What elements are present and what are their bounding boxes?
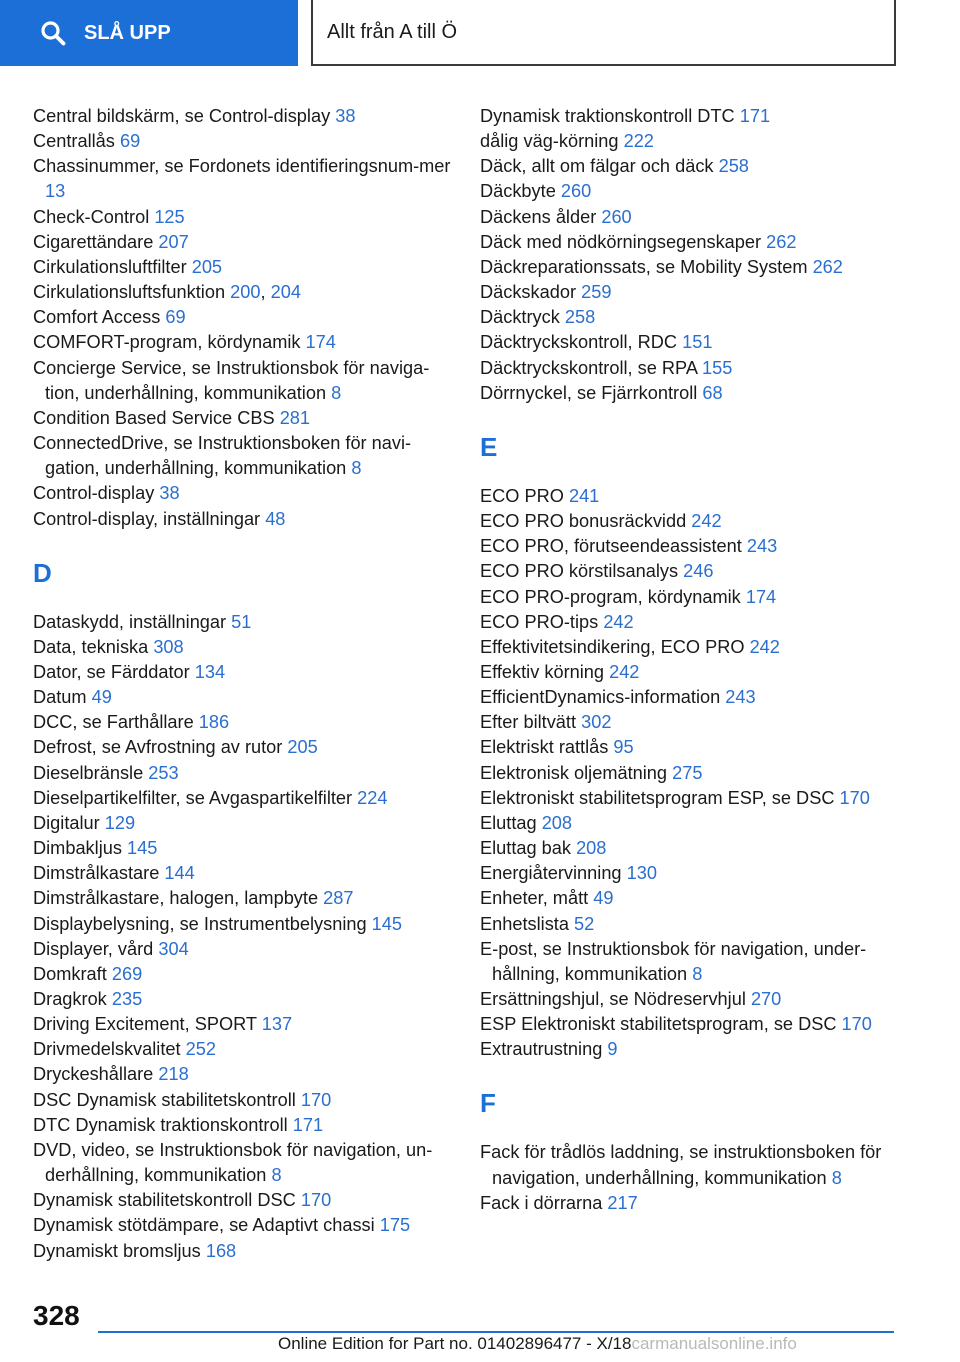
watermark-text: carmanualsonline.info [631,1334,797,1353]
page-reference-link[interactable]: 260 [560,181,592,202]
index-entry [480,886,900,911]
index-entry [480,811,900,836]
index-entry-text: Fack för trådlös laddning, se instruktionsboken för navigation, underhållning, kommunikation [480,1142,882,1188]
page-reference-link[interactable]: 270 [750,989,782,1009]
page-reference-link[interactable]: 253 [148,762,179,783]
page-reference-link[interactable]: 171 [292,1114,324,1135]
index-entry [33,912,463,937]
index-entry-text: Check-Control [33,206,150,227]
index-entry-text: E-post, se Instruktionsbok för navigation, under-hållning, kommunikation [480,938,867,984]
index-entry-text: Digitalur [33,812,100,833]
page-reference-link[interactable]: 218 [158,1064,189,1085]
index-entry-text: Displaybelysning, se Instrumentbelysning [33,913,367,934]
index-entry-text: Dimbakljus [33,838,122,859]
index-entry-text: Dynamisk stötdämpare, se Adaptivt chassi [33,1215,375,1236]
index-entry [33,154,463,204]
page-reference-link[interactable]: 186 [198,712,230,733]
index-entry [33,1239,463,1264]
section-spacer [480,462,900,484]
page-reference-link[interactable]: 208 [576,838,607,859]
index-entry [480,559,900,584]
index-entry-text: Dimstrålkastare [33,863,160,884]
page-reference-link[interactable]: 151 [682,332,713,353]
page-reference-link[interactable]: 129 [104,812,136,833]
page-reference-link[interactable]: 51 [231,611,252,632]
index-entry-text: Däckens ålder [480,206,597,227]
index-entry [33,205,463,230]
page-reference-link[interactable]: 137 [261,1014,293,1035]
index-entry-text: Eluttag [480,812,537,833]
index-entry-text: Effektiv körning [480,661,605,682]
index-entry [33,886,463,911]
index-entry [480,635,900,660]
index-entry [33,635,463,660]
page-reference-link[interactable]: 9 [607,1039,618,1060]
index-entry-text: Däcktryckskontroll, se RPA [480,357,697,378]
index-entry-text: Extrautrustning [480,1039,603,1060]
index-entry [480,1140,900,1190]
index-entry-text: DCC, se Farthållare [33,712,194,733]
index-entry [480,179,900,204]
index-entry [33,962,463,987]
page-reference-link[interactable]: 69 [119,131,141,152]
index-entry [480,154,900,179]
page-reference-link[interactable]: 68 [702,382,723,403]
page-reference-link[interactable]: 69 [165,307,186,328]
page-reference-link[interactable]: 243 [725,687,756,708]
page-reference-link[interactable]: 262 [766,231,797,252]
index-section-letter: D [33,557,52,588]
page-reference-link[interactable]: 242 [691,511,722,532]
edition-text: Online Edition for Part no. 01402896477 - X/18 [278,1334,632,1353]
index-entry-text: Däcktryck [480,307,560,328]
index-entry-text: DVD, video, se Instruktionsbok för navigation, un-derhållning, kommunikation [33,1139,433,1186]
index-entry [480,761,900,786]
index-entry [480,230,900,255]
index-entry-text: Concierge Service, se Instruktionsbok för naviga-tion, underhållning, kommunikation [33,357,430,403]
index-entry-text: ECO PRO bonusräckvidd [480,511,687,532]
index-entry-text: Däcktryckskontroll, RDC [480,332,678,353]
index-entry-text: EfficientDynamics-information [480,687,721,708]
page-reference-link[interactable]: 287 [323,888,354,909]
index-entry [480,280,900,305]
index-entry-text: Enhetslista [480,913,569,934]
index-entry [33,861,463,886]
page-reference-link[interactable]: 8 [831,1167,842,1188]
page-reference-link[interactable]: 302 [581,712,612,733]
index-entry [33,104,463,129]
footer-edition [278,1334,797,1354]
page-reference-link[interactable]: 252 [185,1039,216,1060]
index-entry-text: Datum [33,687,87,708]
index-entry [33,660,463,685]
index-entry [33,836,463,861]
index-entry [33,761,463,786]
page-reference-link[interactable]: 8 [331,382,342,403]
page-reference-link[interactable]: 208 [541,812,573,833]
index-entry-text: Domkraft [33,963,107,984]
index-entry-text: Fack i dörrarna [480,1192,603,1213]
page-reference-link[interactable]: 259 [581,282,612,303]
page-reference-link[interactable]: 235 [111,989,143,1009]
page-reference-link[interactable]: 48 [265,508,286,529]
index-entry-text: Effektivitetsindikering, ECO PRO [480,636,745,657]
index-entry-text: ConnectedDrive, se Instruktionsboken för navi-gation, underhållning, kommunikation [33,433,412,479]
section-spacer [33,588,463,610]
page-reference-link[interactable]: 242 [749,636,780,657]
index-entry-text: Cirkulationsluftsfunktion [33,282,226,303]
index-entry [480,710,900,735]
page-reference-link[interactable]: 205 [191,256,223,277]
index-entry [480,356,900,381]
page-reference-link[interactable]: 95 [613,737,634,758]
section-title: Allt från A till Ö [327,20,458,43]
page-reference-link[interactable]: 8 [271,1165,282,1186]
page-reference-link[interactable]: 217 [607,1192,638,1213]
index-entry-text: Däck, allt om fälgar och däck [480,156,714,177]
section-spacer [33,532,463,558]
index-entry [480,1012,900,1037]
index-entry [33,507,463,532]
index-entry-text: Central bildskärm, se Control-display [33,106,331,126]
index-entry-text: Data, tekniska [33,636,149,657]
index-entry [33,1113,463,1138]
page-reference-link[interactable]: 242 [603,611,634,632]
page-reference-link[interactable]: 38 [335,106,356,126]
index-entry-text: Driving Excitement, SPORT [33,1014,257,1035]
index-entry-text: Dryckeshållare [33,1064,154,1085]
page-reference-link[interactable]: 200 [230,282,261,303]
index-entry-text: Däckbyte [480,181,556,202]
index-entry [33,1012,463,1037]
index-entry-text: Control-display, inställningar [33,508,261,529]
index-entry-text: ECO PRO, förutseendeassistent [480,536,742,557]
index-entry-text: Dator, se Färddator [33,661,190,682]
index-entry [33,356,463,406]
index-column-left [33,104,463,1264]
search-icon [40,20,66,46]
index-entry-text: Ersättningshjul, se Nödreservhjul [480,989,746,1009]
index-column-right [480,104,900,1216]
index-entry [33,1213,463,1238]
section-spacer [480,406,900,432]
page-reference-link[interactable]: 207 [158,231,189,252]
page-reference-link[interactable]: 130 [626,863,657,884]
index-entry [33,305,463,330]
index-entry [33,710,463,735]
index-entry [33,1062,463,1087]
index-entry-text: Dimstrålkastare, halogen, lampbyte [33,888,319,909]
index-section-letter: E [480,431,498,462]
index-entry [480,987,900,1012]
page-reference-link[interactable]: 241 [568,485,600,506]
index-entry [480,381,900,406]
index-entry-text: Enheter, mått [480,888,589,909]
index-entry-text: Dieselbränsle [33,762,144,783]
page-reference-link[interactable]: 49 [593,888,614,909]
index-entry [33,406,463,431]
index-section-letter: F [480,1088,496,1119]
index-entry-text: Dynamisk traktionskontroll DTC [480,106,735,126]
page-reference-link[interactable]: 204 [270,282,301,303]
page-reference-link[interactable]: 304 [158,938,189,959]
index-entry [480,585,900,610]
index-entry-text: Displayer, vård [33,938,154,959]
index-entry [33,255,463,280]
index-entry [480,786,900,811]
index-entry-text: Cirkulationsluftfilter [33,256,187,277]
page-reference-link[interactable]: 174 [305,332,336,353]
index-entry-text: Dragkrok [33,989,107,1009]
index-entry-text: ECO PRO körstilsanalys [480,561,679,582]
index-entry [480,660,900,685]
index-entry [480,509,900,534]
index-entry [480,610,900,635]
index-entry [480,305,900,330]
index-entry [33,1138,463,1188]
index-entry-text: ECO PRO-tips [480,611,599,632]
page-reference-link[interactable]: 258 [564,307,596,328]
page-reference-link[interactable]: 222 [623,131,654,152]
index-entry-text: Drivmedelskvalitet [33,1039,181,1060]
search-tab[interactable] [0,0,298,66]
index-entry-text: Dieselpartikelfilter, se Avgaspartikelfilter [33,787,353,808]
index-entry [480,735,900,760]
index-entry [480,836,900,861]
index-entry [33,987,463,1012]
index-entry [33,481,463,506]
index-entry [480,685,900,710]
index-entry [33,786,463,811]
page-number: 328 [33,1300,80,1331]
index-entry-text: Control-display [33,483,155,504]
page-reference-link[interactable]: 8 [351,458,362,479]
index-entry-text: Chassinummer, se Fordonets identifieringsnum-mer [33,156,451,177]
index-entry-text: DTC Dynamisk traktionskontroll [33,1114,288,1135]
page-reference-link[interactable]: 243 [746,536,778,557]
index-entry [480,1037,900,1062]
page-reference-link[interactable]: 242 [609,661,640,682]
index-entry [33,230,463,255]
index-entry-text: ECO PRO [480,485,564,506]
page-reference-link[interactable]: 260 [601,206,632,227]
page-reference-link[interactable]: 170 [300,1190,332,1211]
page-reference-link[interactable]: 13 [45,181,66,202]
index-entry-text: Energiåtervinning [480,863,622,884]
page-reference-link[interactable]: 262 [812,256,843,277]
index-entry [480,255,900,280]
page-reference-link[interactable]: 170 [839,787,870,808]
page-reference-link[interactable]: 125 [154,206,185,227]
index-entry [33,610,463,635]
index-entry-text: Cigarettändare [33,231,154,252]
index-entry-text: Defrost, se Avfrostning av rutor [33,737,283,758]
section-title-box [311,0,896,66]
index-entry-text: ESP Elektroniskt stabilitetsprogram, se DSC [480,1014,837,1035]
index-entry [480,104,900,129]
page-reference-link[interactable]: 38 [159,483,180,504]
index-entry-text: Elektronisk oljemätning [480,762,668,783]
page-reference-link[interactable]: 49 [91,687,112,708]
index-entry [480,1191,900,1216]
page-reference-link[interactable]: 155 [702,357,733,378]
index-entry-text: Däck med nödkörningsegenskaper [480,231,762,252]
page-reference-link[interactable]: 52 [574,913,595,934]
index-entry-text: COMFORT-program, kördynamik [33,332,301,353]
page-reference-link[interactable]: 275 [672,762,703,783]
index-entry [33,811,463,836]
index-entry-text: Efter biltvätt [480,712,577,733]
index-entry-text: Condition Based Service CBS [33,407,275,428]
index-entry [480,912,900,937]
index-entry [33,1037,463,1062]
index-entry [33,685,463,710]
index-entry-text: Eluttag bak [480,838,571,859]
page-reference-link[interactable]: 224 [357,787,388,808]
page-reference-link[interactable]: 8 [692,963,703,984]
index-entry: Cirkulationsluftsfunktion 200, 204 [33,282,301,303]
index-entry-text: Centrallås [33,131,115,152]
index-entry-text: Elektriskt rattlås [480,737,609,758]
index-entry-text: Comfort Access [33,307,161,328]
index-entry [480,129,900,154]
index-entry [33,937,463,962]
section-spacer [480,1062,900,1088]
page-reference-link[interactable]: 171 [739,106,771,126]
index-entry [480,937,900,987]
index-entry-text: Däckskador [480,282,577,303]
page-reference-link[interactable]: 269 [111,963,143,984]
index-entry [33,431,463,481]
search-label: SLÅ UPP [84,21,171,44]
index-entry [480,861,900,886]
index-entry [33,129,463,154]
index-entry-text: Dataskydd, inställningar [33,611,227,632]
footer-divider [98,1331,894,1333]
index-entry [480,330,900,355]
page-reference-link[interactable]: 258 [718,156,749,177]
index-entry-text: DSC Dynamisk stabilitetskontroll [33,1089,296,1110]
index-entry-text: Dynamiskt bromsljus [33,1240,201,1261]
page-reference-link[interactable]: 246 [683,561,714,582]
index-entry [480,205,900,230]
index-entry [33,1088,463,1113]
index-entry-text: Elektroniskt stabilitetsprogram ESP, se DSC [480,787,835,808]
index-entry-text: Dynamisk stabilitetskontroll DSC [33,1190,296,1211]
page-reference-link[interactable]: 134 [194,661,226,682]
index-entry-text: dålig väg-körning [480,131,619,152]
page-reference-link[interactable]: 144 [164,863,195,884]
section-spacer [480,1118,900,1140]
page-reference-link[interactable]: 205 [287,737,318,758]
page-reference-link[interactable]: 170 [841,1014,872,1035]
page-reference-link[interactable]: 168 [205,1240,237,1261]
page-reference-link[interactable]: 174 [745,586,777,607]
index-entry [33,330,463,355]
page-reference-link[interactable]: 170 [300,1089,332,1110]
page-reference-link[interactable]: 145 [371,913,403,934]
index-entry-text: Däckreparationssats, se Mobility System [480,256,808,277]
index-entry-text: ECO PRO-program, kördynamik [480,586,741,607]
page-reference-link[interactable]: 281 [279,407,311,428]
index-entry-text: Dörrnyckel, se Fjärrkontroll [480,382,698,403]
page-reference-link[interactable]: 175 [379,1215,411,1236]
page-reference-link[interactable]: 308 [153,636,184,657]
index-entry [33,735,463,760]
index-entry [480,484,900,509]
index-entry [480,534,900,559]
page-reference-link[interactable]: 145 [127,838,158,859]
index-entry [33,1188,463,1213]
